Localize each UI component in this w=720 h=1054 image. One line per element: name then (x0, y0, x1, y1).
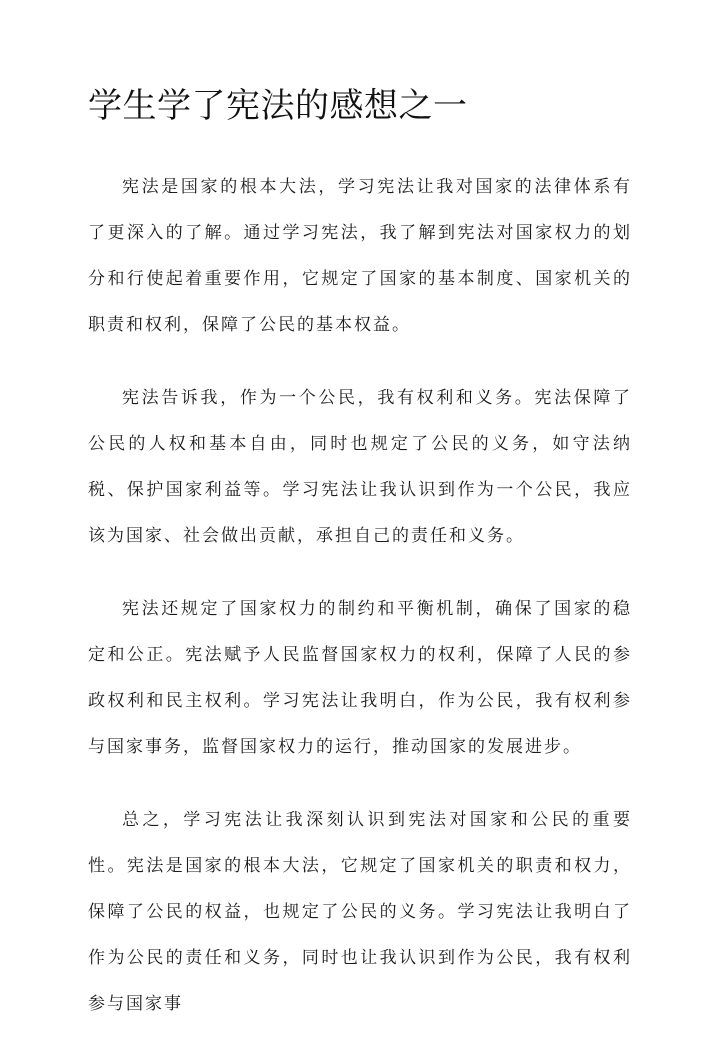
document-body (88, 164, 632, 1054)
paragraph-4: 总之，学习宪法让我深刻认识到宪法对国家和公民的重要性。宪法是国家的根本大法，它规定了国家机关的职责和权力，保障了公民的权益，也规定了公民的义务。学习宪法让我明白了作为公民的责任和义务，同时也让我认识到作为公民，我有权利参与国家事 (88, 810, 632, 1014)
document-title: 学生学了宪法的感想之一 (88, 86, 468, 126)
paragraph-3: 宪法还规定了国家权力的制约和平衡机制，确保了国家的稳定和公正。宪法赋予人民监督国家权力的权利，保障了人民的参政权利和民主权利。学习宪法让我明白，作为公民，我有权利参与国家事务，监督国家权力的运行，推动国家的发展进步。 (88, 599, 632, 757)
paragraph-2: 宪法告诉我，作为一个公民，我有权利和义务。宪法保障了公民的人权和基本自由，同时也规定了公民的义务，如守法纳税、保护国家利益等。学习宪法让我认识到作为一个公民，我应该为国家、社会做出贡献，承担自己的责任和义务。 (88, 388, 632, 546)
paragraph-1: 宪法是国家的根本大法，学习宪法让我对国家的法律体系有了更深入的了解。通过学习宪法，我了解到宪法对国家权力的划分和行使起着重要作用，它规定了国家的基本制度、国家机关的职责和权利，保障了公民的基本权益。 (88, 177, 632, 335)
